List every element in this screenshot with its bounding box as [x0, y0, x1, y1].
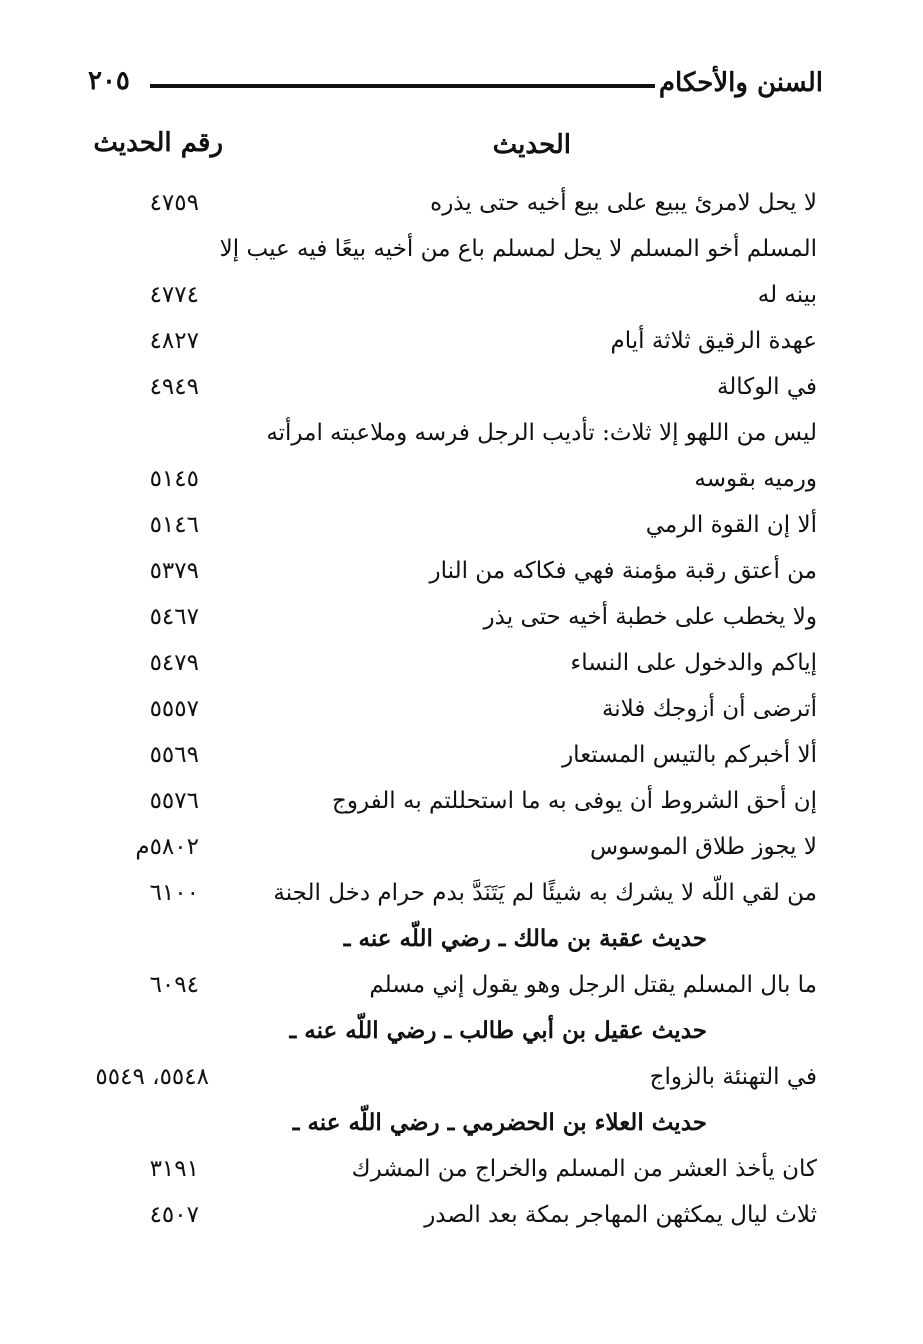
list-item [95, 226, 817, 272]
list-item [95, 318, 817, 364]
list-item [95, 410, 817, 456]
hadith-number: ٤٩٤٩ [149, 374, 199, 400]
hadith-text: ما بال المسلم يقتل الرجل وهو يقول إني مسلم [369, 972, 817, 998]
column-header-hadith: الحديث [492, 130, 571, 160]
list-item [95, 1146, 817, 1192]
hadith-text: ليس من اللهو إلا ثلاث: تأديب الرجل فرسه وملاعبته امرأته [266, 420, 817, 446]
hadith-text: إياكم والدخول على النساء [570, 650, 817, 676]
hadith-number: ٦١٠٠ [149, 880, 199, 906]
list-item [95, 364, 817, 410]
list-item [95, 870, 817, 916]
hadith-text: ورميه بقوسه [694, 466, 817, 492]
list-item [95, 272, 817, 318]
list-item [95, 548, 817, 594]
hadith-text: من لقي اللّه لا يشرك به شيئًا لم يَتَنَدَّ بدم حرام دخل الجنة [273, 880, 817, 906]
list-item [95, 962, 817, 1008]
hadith-number: ٥٣٧٩ [149, 558, 199, 584]
section-heading [95, 1008, 817, 1054]
hadith-number: ٥٨٠٢م [135, 834, 199, 860]
list-item [95, 1192, 817, 1238]
hadith-number: ٣١٩١ [149, 1156, 199, 1182]
hadith-text: من أعتق رقبة مؤمنة فهي فكاكه من النار [429, 558, 817, 584]
hadith-text: في الوكالة [716, 374, 817, 400]
list-item [95, 594, 817, 640]
hadith-text: كان يأخذ العشر من المسلم والخراج من المشرك [351, 1156, 817, 1182]
header-rule [150, 84, 655, 88]
hadith-number: ٦٠٩٤ [149, 972, 199, 998]
list-item [95, 686, 817, 732]
list-item [95, 1054, 817, 1100]
hadith-text: ثلاث ليال يمكثهن المهاجر بمكة بعد الصدر [424, 1202, 817, 1228]
hadith-text: ألا أخبركم بالتيس المستعار [562, 742, 817, 768]
running-title: السنن والأحكام [658, 68, 823, 98]
hadith-number: ٥٥٤٨، ٥٥٤٩ [95, 1064, 209, 1090]
hadith-number: ٥٥٧٦ [149, 788, 199, 814]
hadith-number: ٥١٤٥ [149, 466, 199, 492]
hadith-number: ٤٧٥٩ [149, 190, 199, 216]
hadith-text: بينه له [757, 282, 817, 308]
hadith-number: ٥٤٧٩ [149, 650, 199, 676]
hadith-number: ٥٤٦٧ [149, 604, 199, 630]
list-item [95, 456, 817, 502]
list-item [95, 640, 817, 686]
hadith-text: ولا يخطب على خطبة أخيه حتى يذر [483, 604, 817, 630]
hadith-text: لا يجوز طلاق الموسوس [590, 834, 817, 860]
list-item [95, 778, 817, 824]
hadith-number: ٤٥٠٧ [149, 1202, 199, 1228]
hadith-text: أترضى أن أزوجك فلانة [601, 696, 817, 722]
section-heading [95, 1100, 817, 1146]
hadith-text: ألا إن القوة الرمي [645, 512, 817, 538]
hadith-text: لا يحل لامرئ يبيع على بيع أخيه حتى يذره [430, 190, 817, 216]
section-title: حديث عقيل بن أبي طالب ـ رضي اللّه عنه ـ [289, 1017, 707, 1044]
section-title: حديث العلاء بن الحضرمي ـ رضي اللّه عنه ـ [292, 1109, 707, 1136]
column-header-number: رقم الحديث [93, 128, 223, 158]
hadith-text: إن أحق الشروط أن يوفى به ما استحللتم به الفروج [332, 788, 817, 814]
hadith-index-list [95, 180, 817, 1238]
page-number: ٢٠٥ [88, 66, 130, 96]
hadith-text: في التهنئة بالزواج [649, 1064, 817, 1090]
running-header [88, 62, 823, 106]
section-heading [95, 916, 817, 962]
list-item [95, 824, 817, 870]
hadith-number: ٥١٤٦ [149, 512, 199, 538]
hadith-number: ٥٥٦٩ [149, 742, 199, 768]
hadith-text: المسلم أخو المسلم لا يحل لمسلم باع من أخيه بيعًا فيه عيب إلا [219, 236, 817, 262]
hadith-number: ٤٧٧٤ [149, 282, 199, 308]
list-item [95, 502, 817, 548]
hadith-number: ٥٥٥٧ [149, 696, 199, 722]
section-title: حديث عقبة بن مالك ـ رضي اللّه عنه ـ [343, 925, 707, 952]
hadith-text: عهدة الرقيق ثلاثة أيام [610, 328, 817, 354]
hadith-number: ٤٨٢٧ [149, 328, 199, 354]
list-item [95, 180, 817, 226]
list-item [95, 732, 817, 778]
